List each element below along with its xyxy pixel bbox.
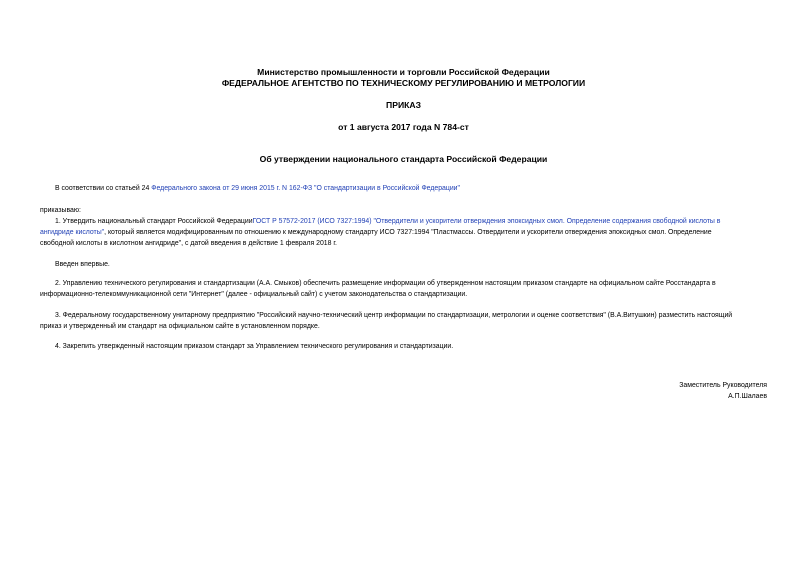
- item1-line3: свободной кислоты в кислотном ангидриде", с датой введения в действие 1 февраля 2018 г.: [40, 240, 337, 247]
- introduced-note: Введен впервые.: [55, 261, 110, 268]
- orders-line: приказываю:: [40, 207, 81, 214]
- preamble: [55, 183, 460, 194]
- item1-rest-text: , который является модифицированным по отношению к международному стандарту ИСО 7327:1994 "Пластмассы. Отвердители и ускорители отверждения эпоксидных смол. Определение: [104, 229, 712, 236]
- item2-line2: информационно-телекоммуникационной сети "Интернет" (далее - официальный сайт) с учетом законодательства о стандартизации.: [40, 291, 468, 298]
- date-number: от 1 августа 2017 года N 784-ст: [338, 122, 469, 132]
- ministry-heading: Министерство промышленности и торговли Российской Федерации: [257, 67, 550, 77]
- item1-text: 1. Утвердить национальный стандарт Российской Федерации: [55, 218, 253, 225]
- subject-title: Об утверждении национального стандарта Российской Федерации: [259, 154, 548, 164]
- item1-line1: [55, 216, 720, 227]
- item3-line1: 3. Федеральному государственному унитарному предприятию "Российский научно-технический центр информации по стандартизации, метрологии и оценке соответствия" (В.А.Витушкин) разместить настоящий: [55, 312, 733, 319]
- item2-line1: 2. Управлению технического регулирования и стандартизации (А.А. Смыков) обеспечить размещение информации об утвержденном настоящим приказом стандарте на официальном сайте Росстандарта в: [55, 280, 716, 287]
- doc-type-heading: ПРИКАЗ: [386, 100, 421, 110]
- federal-law-link[interactable]: Федерального закона от 29 июня 2015 г. N 162-ФЗ "О стандартизации в Российской Федерации": [151, 185, 460, 192]
- item3-line2: приказ и утвержденный им стандарт на официальном сайте в установленном порядке.: [40, 323, 320, 330]
- gost-link[interactable]: ГОСТ Р 57572-2017 (ИСО 7327:1994) "Отвердители и ускорители отверждения эпоксидных смол. Определение содержания свободной кислоты в: [252, 218, 721, 225]
- preamble-text: В соответствии со статьей 24: [55, 185, 152, 192]
- signature-position: Заместитель Руководителя: [679, 382, 767, 389]
- item1-line2: [40, 227, 712, 238]
- signature-name: А.П.Шалаев: [728, 393, 767, 400]
- agency-heading: ФЕДЕРАЛЬНОЕ АГЕНТСТВО ПО ТЕХНИЧЕСКОМУ РЕГУЛИРОВАНИЮ И МЕТРОЛОГИИ: [221, 78, 586, 88]
- gost-link-continued[interactable]: ангидриде кислоты": [40, 229, 105, 236]
- item4-line: 4. Закрепить утвержденный настоящим приказом стандарт за Управлением технического регулирования и стандартизации.: [55, 343, 454, 350]
